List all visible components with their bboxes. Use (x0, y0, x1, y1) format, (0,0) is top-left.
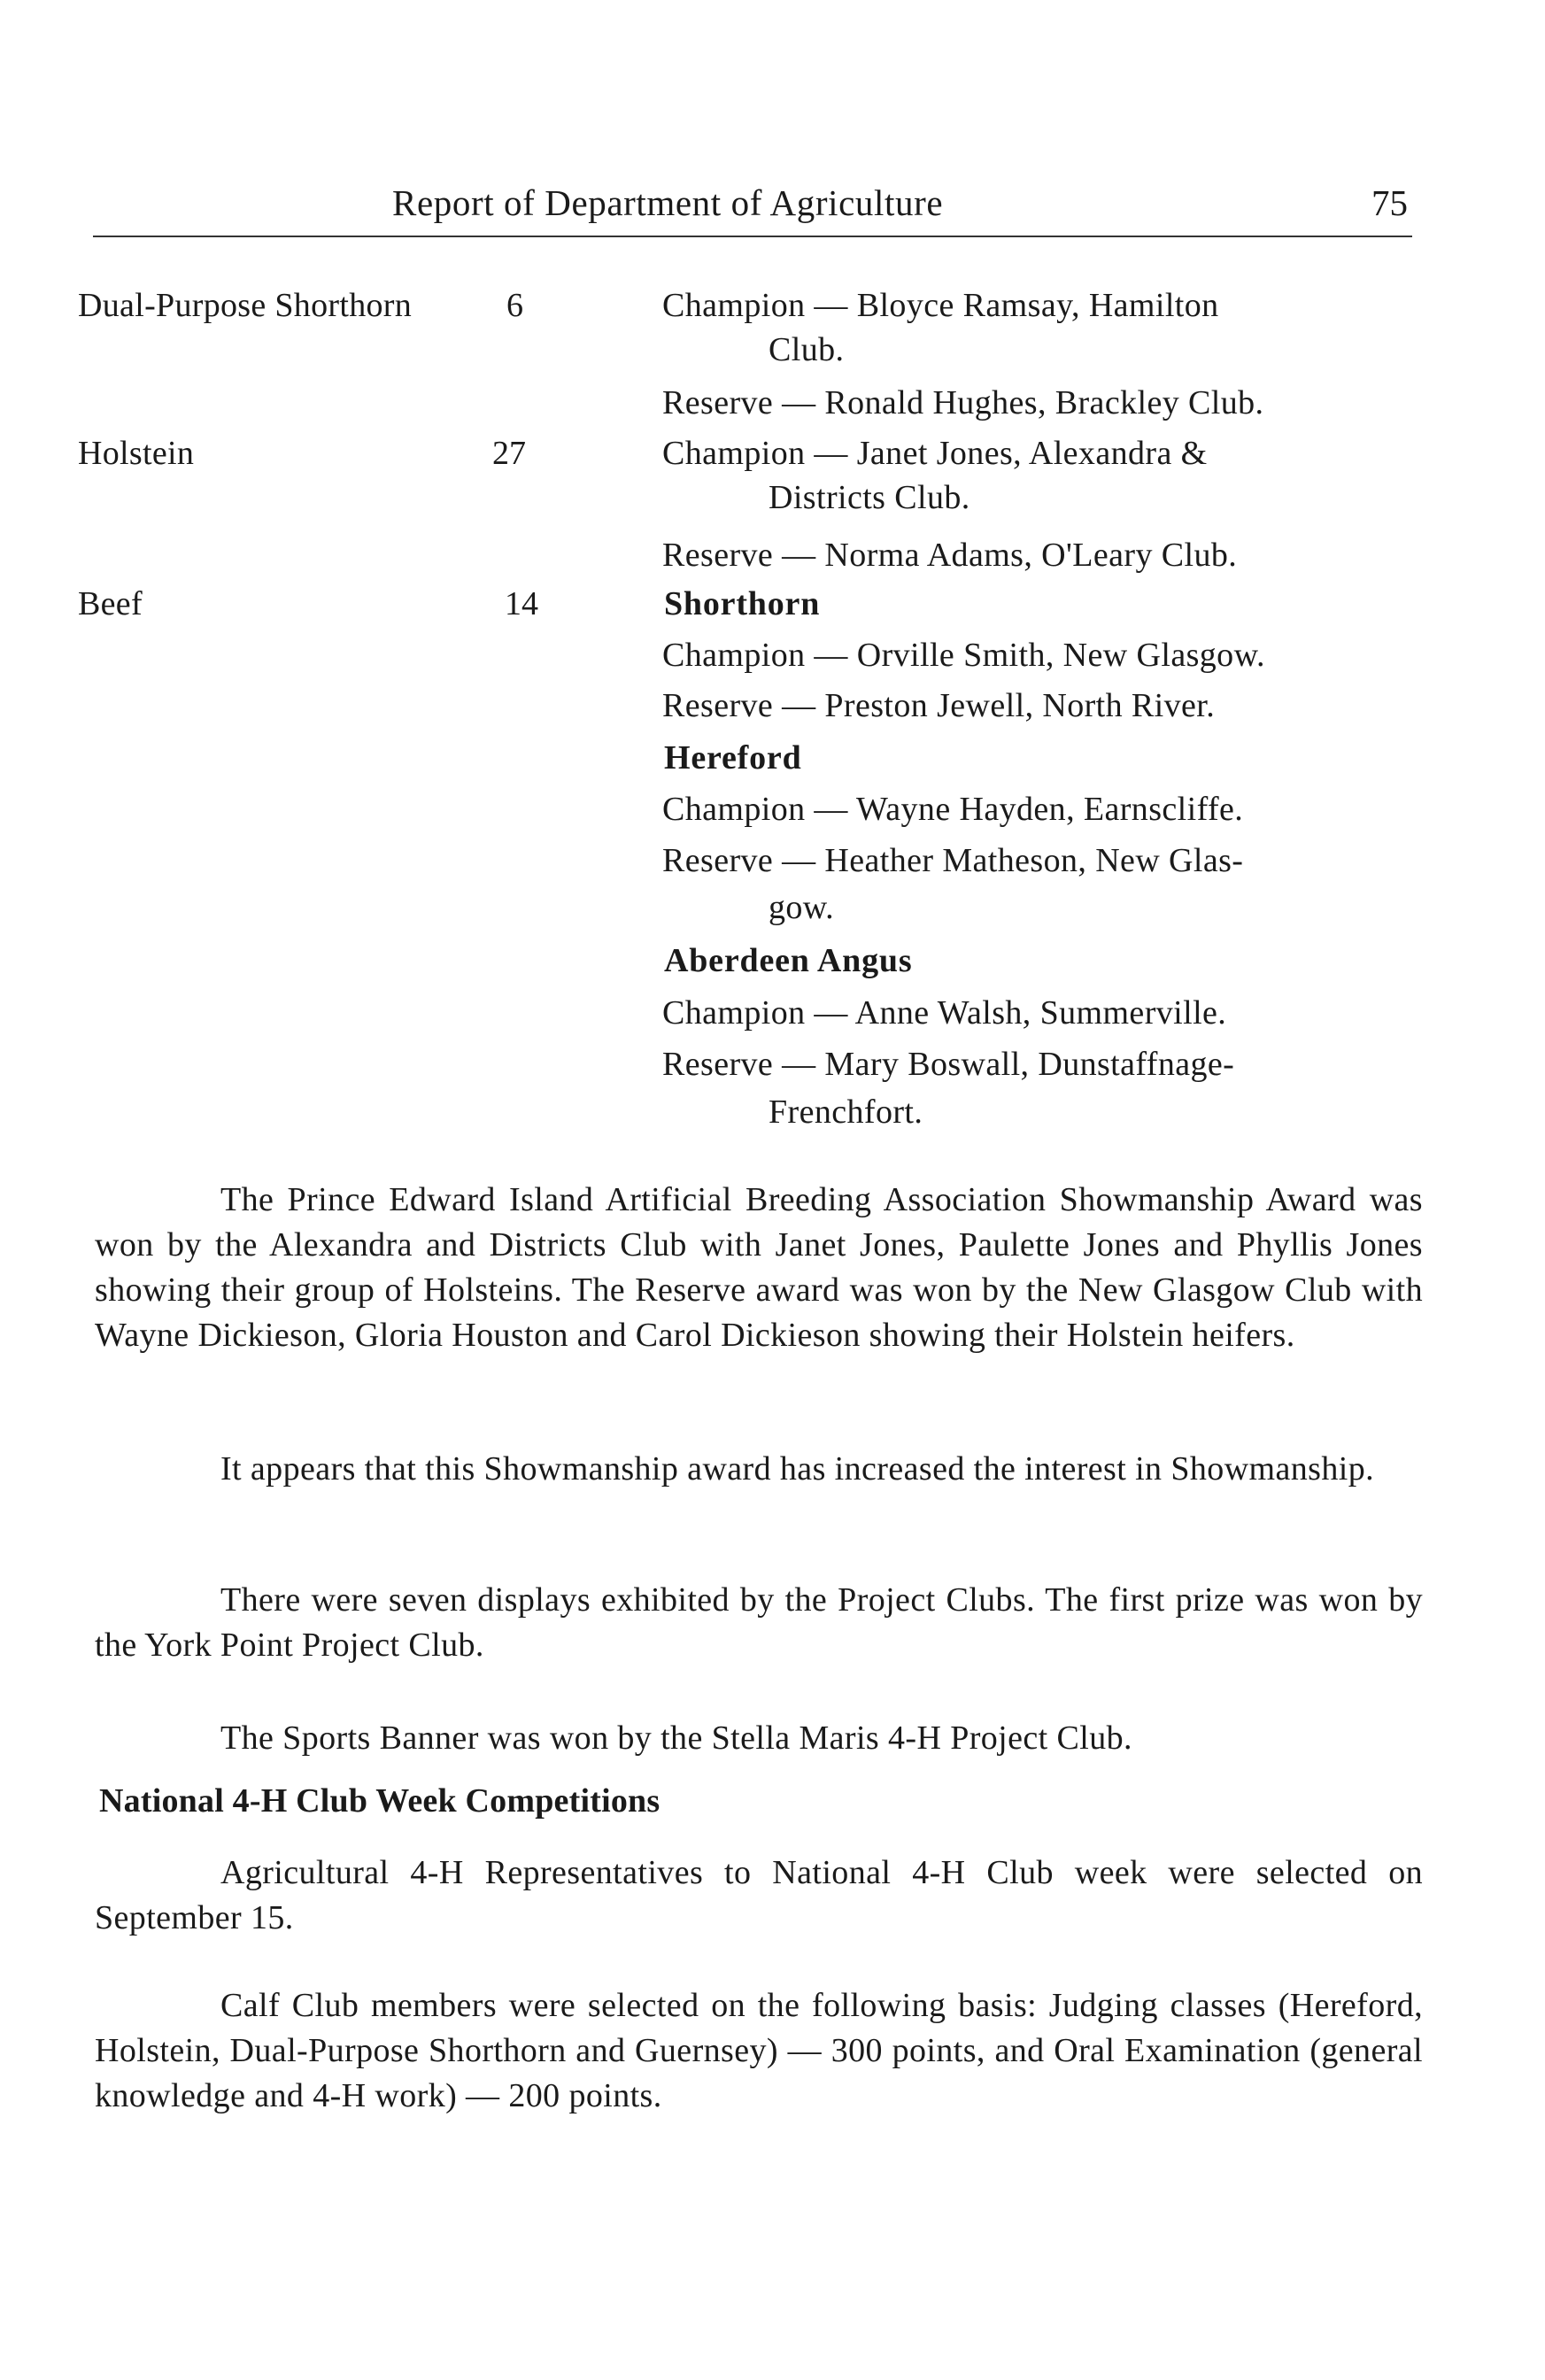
paragraph-showmanship-interest: It appears that this Showmanship award has increased the interest in Showmanship. (220, 1450, 1375, 1488)
entry-count-beef: 14 (505, 585, 538, 622)
subheading-aberdeen-angus: Aberdeen Angus (664, 942, 913, 979)
reserve-line-continued: gow. (769, 889, 835, 926)
running-title: Report of Department of Agriculture (392, 182, 944, 223)
paragraph-selection-basis: Calf Club members were selected on the following basis: Judging classes (Hereford, Holstein, Dual-Purpose Shorthorn and Guernsey) — 300 points, and Oral Examination (general knowledge and 4-H work) — 200 points. (95, 1987, 1423, 2114)
paragraph-representatives: Agricultural 4-H Representatives to National 4-H Club week were selected on September 15. (95, 1854, 1423, 1936)
paragraph-showmanship-award: The Prince Edward Island Artificial Breeding Association Showmanship Award was won by the Alexandra and Districts Club with Janet Jones, Paulette Jones and Phyllis Jones showing their group of Holsteins. The Reserve award was won by the New Glasgow Club with Wayne Dickieson, Gloria Houston and Carol Dickieson showing their Holstein heifers. (95, 1181, 1423, 1354)
entry-count-dual-purpose-shorthorn: 6 (506, 287, 523, 324)
champion-line: Champion — Janet Jones, Alexandra & (662, 435, 1208, 472)
paragraph-displays: There were seven displays exhibited by the Project Clubs. The first prize was won by the York Point Project Club. (95, 1581, 1423, 1664)
champion-line-continued: Districts Club. (769, 479, 970, 516)
reserve-line: Reserve — Preston Jewell, North River. (662, 687, 1216, 724)
subheading-shorthorn: Shorthorn (664, 585, 821, 622)
reserve-line: Reserve — Mary Boswall, Dunstaffnage- (662, 1046, 1235, 1083)
header-rule (93, 236, 1412, 237)
reserve-line: Reserve — Norma Adams, O'Leary Club. (662, 537, 1238, 574)
page-header (97, 182, 1408, 235)
page-number: 75 (1371, 182, 1408, 223)
champion-line: Champion — Bloyce Ramsay, Hamilton (662, 287, 1219, 324)
entry-count-holstein: 27 (492, 435, 526, 472)
champion-line-continued: Club. (769, 331, 845, 368)
subheading-hereford: Hereford (664, 739, 802, 777)
breed-name-beef: Beef (78, 585, 143, 622)
champion-line: Champion — Wayne Hayden, Earnscliffe. (662, 791, 1244, 828)
breed-name-dual-purpose-shorthorn: Dual-Purpose Shorthorn (78, 287, 413, 324)
reserve-line: Reserve — Heather Matheson, New Glas- (662, 842, 1244, 879)
champion-line: Champion — Anne Walsh, Summerville. (662, 994, 1227, 1032)
section-heading-national-4h: National 4-H Club Week Competitions (99, 1782, 660, 1820)
reserve-line-continued: Frenchfort. (769, 1093, 923, 1131)
paragraph-sports-banner: The Sports Banner was won by the Stella Maris 4-H Project Club. (220, 1719, 1132, 1757)
breed-name-holstein: Holstein (78, 435, 195, 472)
champion-line: Champion — Orville Smith, New Glasgow. (662, 637, 1265, 674)
reserve-line: Reserve — Ronald Hughes, Brackley Club. (662, 384, 1264, 421)
